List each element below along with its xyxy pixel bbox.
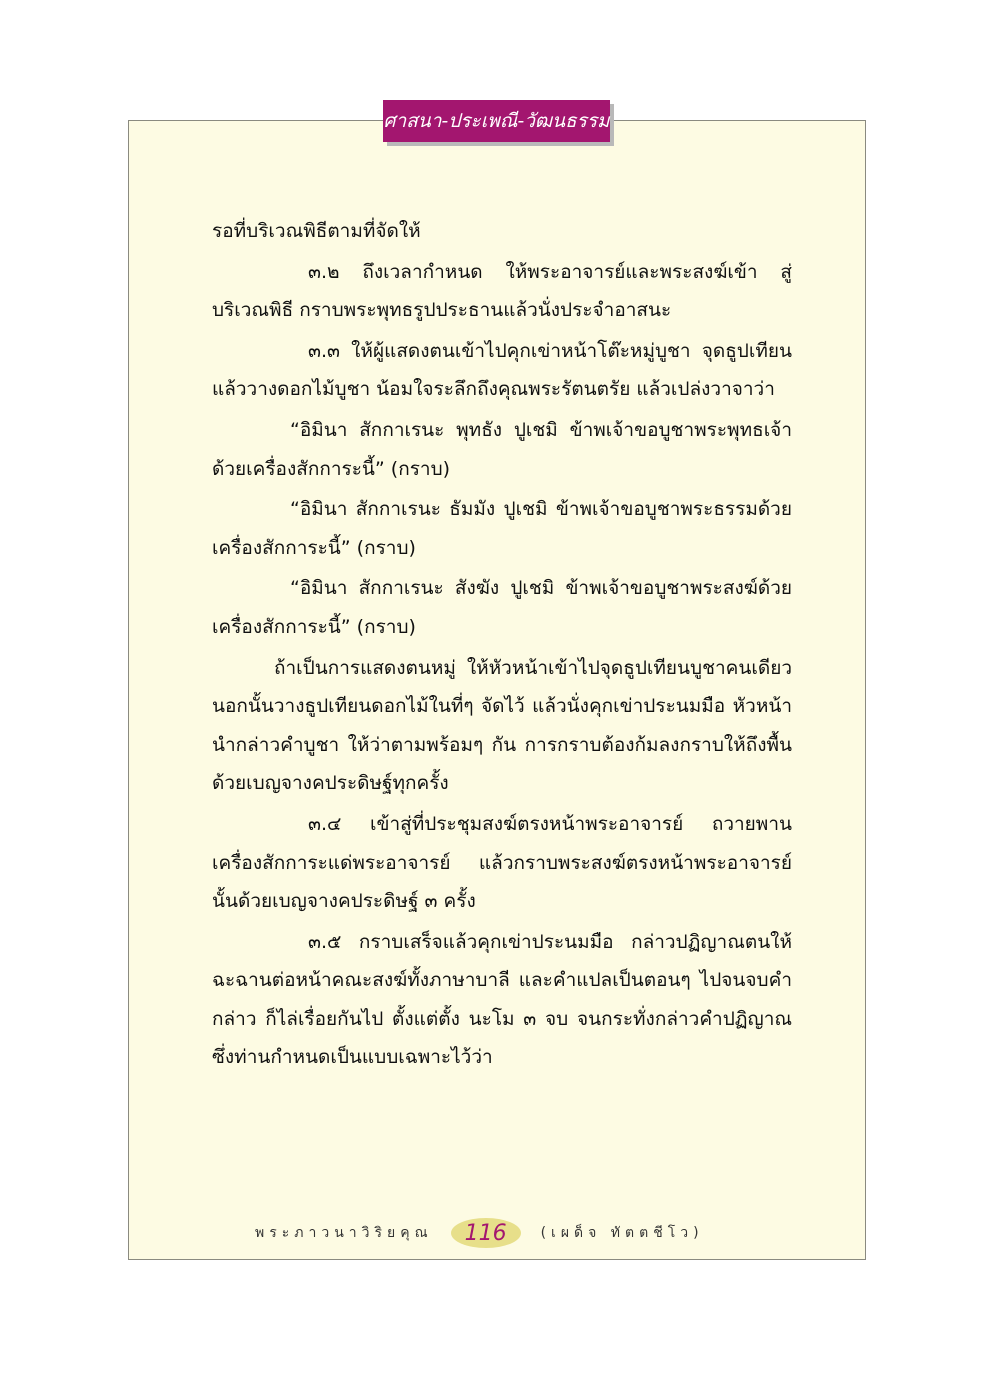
page-footer bbox=[255, 1218, 735, 1248]
paragraph: รอที่บริเวณพิธีตามที่จัดให้ bbox=[212, 220, 421, 242]
footer-name: (เผด็จ ทัตตชีโว) bbox=[540, 1225, 704, 1241]
paragraph: ๓.๔ เข้าสู่ที่ประชุมสงฆ์ตรงหน้าพระอาจารย์ ถวายพานเครื่องสักการะแด่พระอาจารย์ แล้วกราบพระสงฆ์ตรงหน้าพระอาจารย์นั้นด้วยเบญจางคประดิษฐ์ ๓ ครั้ง bbox=[212, 812, 792, 913]
paragraph: ๓.๒ ถึงเวลากำหนด ให้พระอาจารย์และพระสงฆ์เข้า สู่บริเวณพิธี กราบพระพุทธรูปประธานแล้วนั่งประจำอาสนะ bbox=[212, 260, 792, 322]
section-header-title: ศาสนา-ประเพณี-วัฒนธรรม bbox=[383, 110, 610, 132]
paragraph: “อิมินา สักกาเรนะ สังฆัง ปูเชมิ ข้าพเจ้าขอบูชาพระสงฆ์ด้วยเครื่องสักการะนี้” (กราบ) bbox=[212, 577, 792, 638]
paragraph: “อิมินา สักกาเรนะ พุทธัง ปูเชมิ ข้าพเจ้าขอบูชาพระพุทธเจ้าด้วยเครื่องสักการะนี้” (กราบ) bbox=[212, 418, 792, 480]
paragraph: “อิมินา สักกาเรนะ ธัมมัง ปูเชมิ ข้าพเจ้าขอบูชาพระธรรมด้วยเครื่องสักการะนี้” (กราบ) bbox=[212, 498, 792, 559]
page-number: 116 bbox=[451, 1218, 521, 1248]
body-text bbox=[212, 212, 792, 1079]
paragraph: ๓.๕ กราบเสร็จแล้วคุกเข่าประนมมือ กล่าวปฏิญาณตนให้ฉะฉานต่อหน้าคณะสงฆ์ทั้งภาษาบาลี และคำแปลเป็นตอนๆ ไปจนจบคำกล่าว ก็ไล่เรื่อยกันไป ตั้งแต่ตั้ง นะโม ๓ จบ จนกระทั่งกล่าวคำปฏิญาณ ซึ่งท่านกำหนดเป็นแบบเฉพาะไว้ว่า bbox=[212, 930, 792, 1069]
paragraph: ถ้าเป็นการแสดงตนหมู่ ให้หัวหน้าเข้าไปจุดธูปเทียนบูชาคนเดียว นอกนั้นวางธูปเทียนดอกไม้ในที่ๆ จัดไว้ แล้วนั่งคุกเข่าประนมมือ หัวหน้านำกล่าวคำบูชา ให้ว่าตามพร้อมๆ กัน การกราบต้องก้มลงกราบให้ถึงพื้นด้วยเบญจางคประดิษฐ์ทุกครั้ง bbox=[212, 656, 792, 795]
section-header bbox=[383, 100, 610, 142]
paragraph: ๓.๓ ให้ผู้แสดงตนเข้าไปคุกเข่าหน้าโต๊ะหมู่บูชา จุดธูปเทียนแล้ววางดอกไม้บูชา น้อมใจระลึกถึงคุณพระรัตนตรัย แล้วเปล่งวาจาว่า bbox=[212, 339, 792, 401]
footer-author: พระภาวนาวิริยคุณ bbox=[255, 1225, 433, 1241]
